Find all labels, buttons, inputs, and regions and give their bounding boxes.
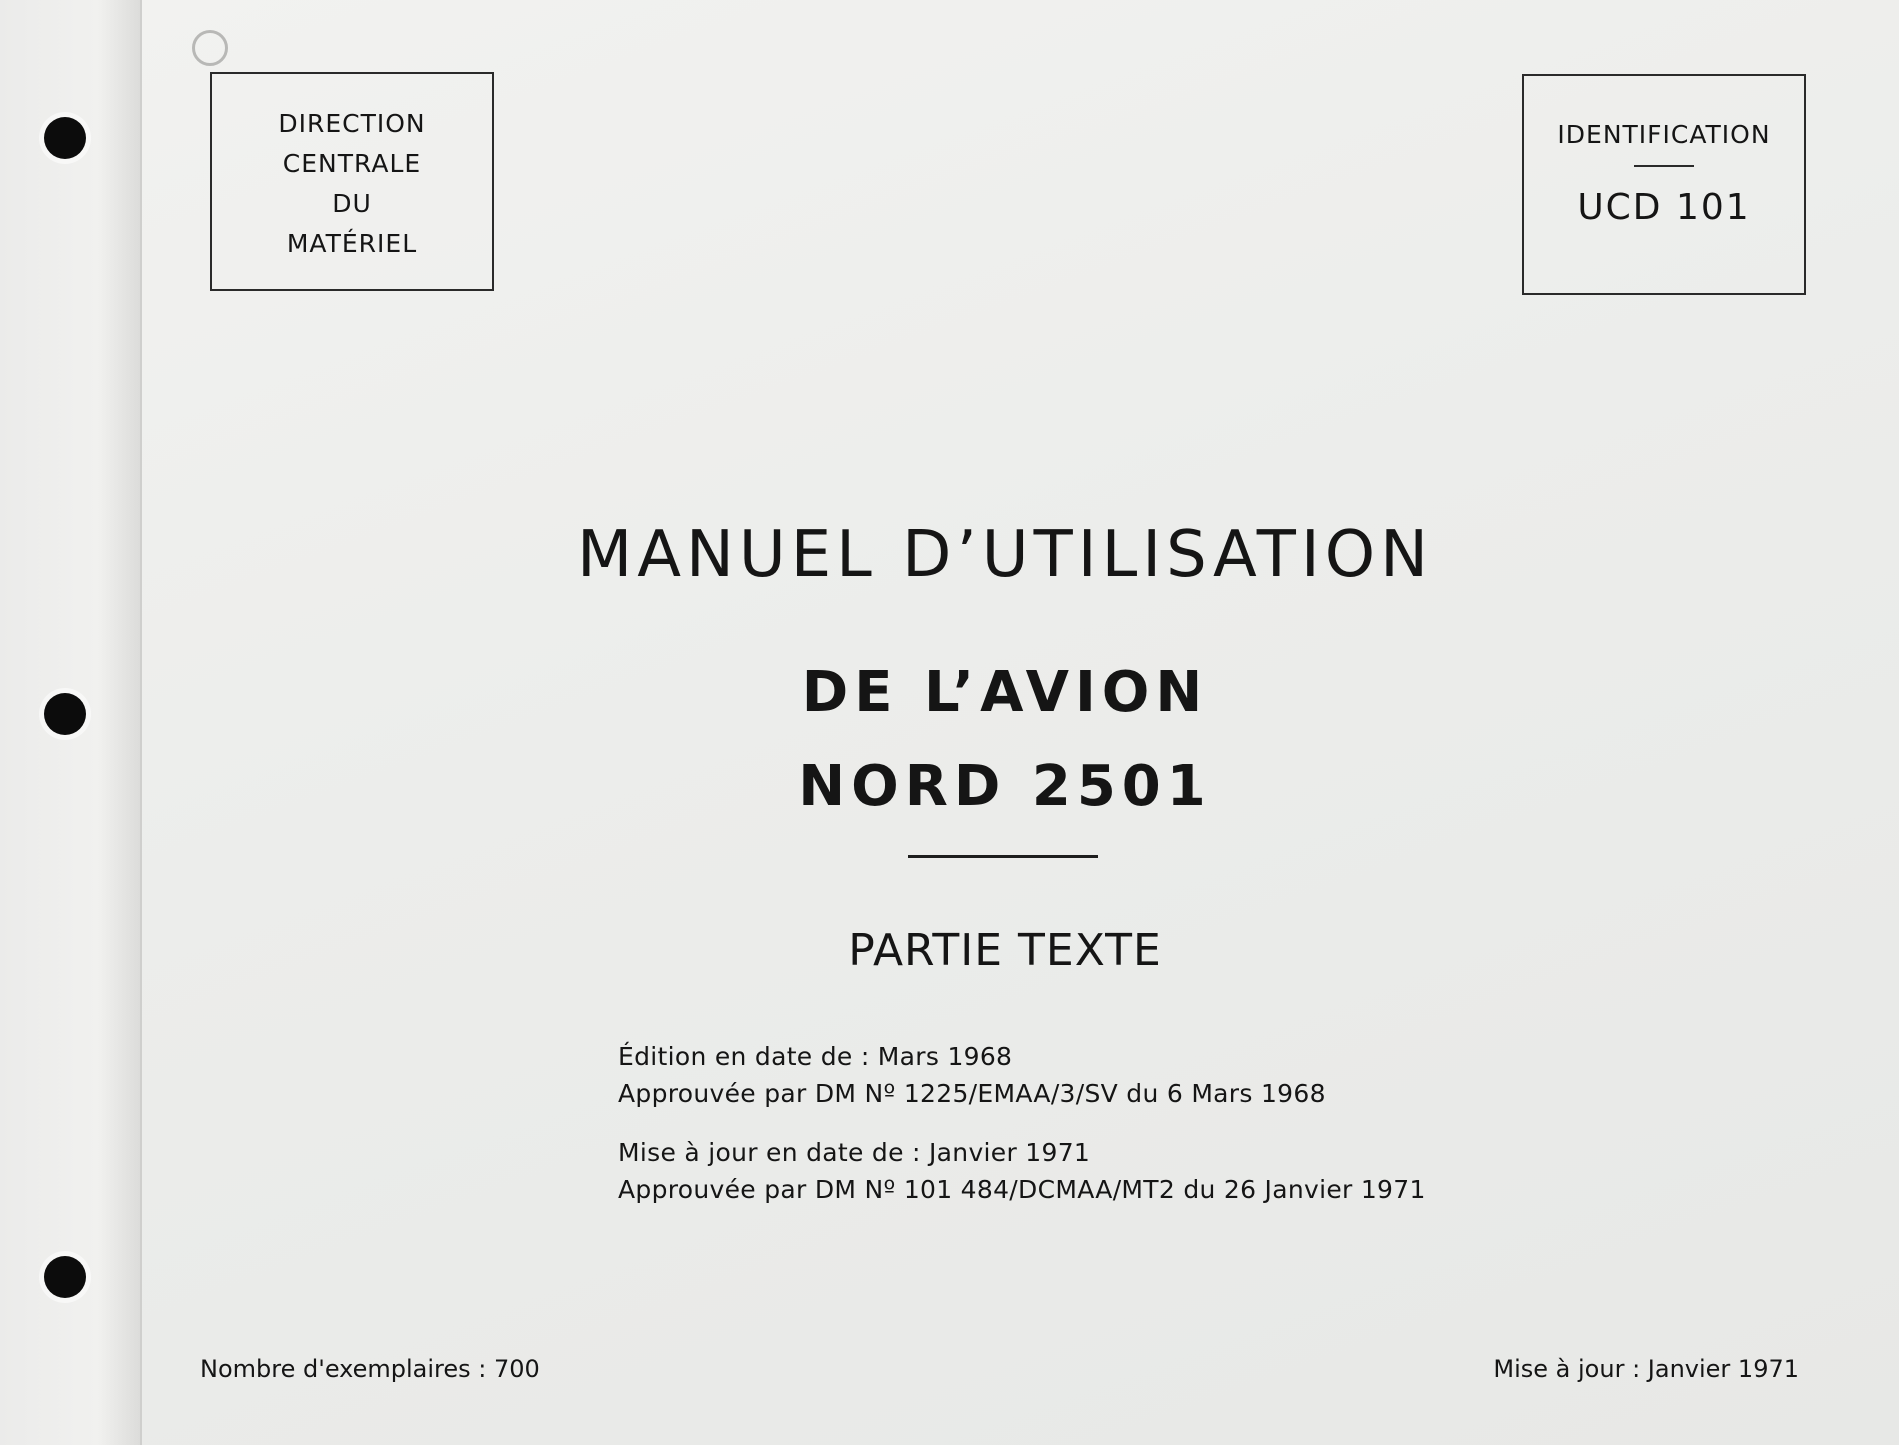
identification-divider [1634,165,1694,167]
update-date: Mise à jour en date de : Janvier 1971 [618,1138,1091,1167]
edition-date: Édition en date de : Mars 1968 [618,1042,1013,1071]
part-label: PARTIE TEXTE [848,925,1162,976]
issuer-box [210,72,494,291]
punch-hole [44,693,86,735]
edition-group [618,1038,1426,1112]
reinforcement-ring [192,30,228,66]
issuer-line: DU [332,189,372,218]
identification-label: IDENTIFICATION [1557,120,1771,149]
title-divider [908,855,1098,858]
aircraft-model: NORD 2501 [798,754,1212,819]
update-approval: Approuvée par DM Nº 101 484/DCMAA/MT2 du 26 Janvier 1971 [618,1175,1426,1204]
aircraft-subtitle: DE L’AVION [801,660,1209,725]
update-footer: Mise à jour : Janvier 1971 [1493,1355,1799,1383]
punch-hole [44,1256,86,1298]
issuer-line: CENTRALE [282,149,422,178]
identification-code: UCD 101 [1577,187,1751,228]
manual-title: MANUEL D’UTILISATION [577,518,1433,592]
edition-details [618,1038,1426,1230]
update-group [618,1134,1426,1208]
edition-approval: Approuvée par DM Nº 1225/EMAA/3/SV du 6 Mars 1968 [618,1079,1326,1108]
copies-count: Nombre d'exemplaires : 700 [200,1355,540,1383]
identification-box [1522,74,1806,295]
issuer-line: DIRECTION [278,109,426,138]
issuer-line: MATÉRIEL [286,229,418,258]
punch-hole [44,117,86,159]
